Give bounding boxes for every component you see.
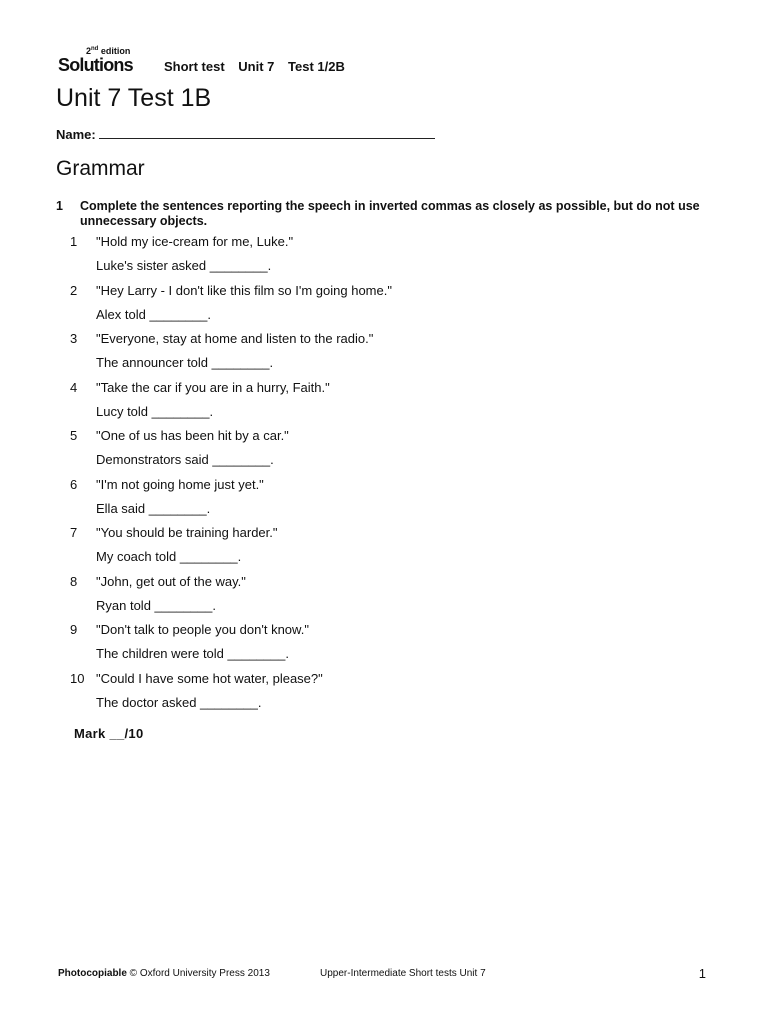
- item-report: The announcer told ________.: [96, 355, 274, 370]
- name-field: [56, 126, 435, 142]
- item-quote: "Hey Larry - I don't like this film so I'm going home.": [96, 282, 392, 298]
- header-short-test: Short test: [164, 59, 225, 74]
- item-report: Ryan told ________.: [96, 597, 216, 613]
- footer-photocopiable: Photocopiable: [58, 968, 127, 979]
- logo-wordmark: Solutions: [58, 55, 133, 75]
- solutions-logo: [58, 44, 148, 76]
- header-meta: [164, 59, 355, 74]
- page-number: 1: [698, 966, 706, 981]
- exercise-item: [70, 331, 710, 380]
- item-report: Demonstrators said ________.: [96, 452, 274, 467]
- item-number: 6: [70, 476, 78, 492]
- item-number: 4: [70, 379, 78, 395]
- header-test: Test 1/2B: [288, 59, 345, 74]
- item-quote: "Everyone, stay at home and listen to the radio.": [96, 331, 374, 346]
- exercise-items: [70, 234, 710, 719]
- exercise-item: [70, 671, 710, 720]
- item-report: Alex told ________.: [96, 306, 211, 322]
- mark-score: Mark __/10: [74, 726, 144, 741]
- header-unit: Unit 7: [238, 59, 275, 74]
- name-label: Name:: [56, 127, 96, 142]
- item-quote: "Take the car if you are in a hurry, Faith.": [96, 379, 330, 395]
- exercise-item: [70, 428, 710, 477]
- exercise-item: [70, 574, 710, 623]
- item-quote: "Could I have some hot water, please?": [96, 670, 323, 686]
- item-quote: "You should be training harder.": [96, 525, 278, 540]
- exercise-item: [70, 234, 710, 283]
- item-number: 2: [70, 282, 78, 298]
- exercise-item: [70, 283, 710, 332]
- exercise-item: [70, 477, 710, 526]
- exercise-instructions: Complete the sentences reporting the speech in inverted commas as closely as possible, but do not use unnecessary objects.: [80, 199, 700, 228]
- item-report: My coach told ________.: [96, 549, 242, 564]
- item-report: Luke's sister asked ________.: [96, 258, 272, 273]
- item-quote: "One of us has been hit by a car.": [96, 428, 289, 443]
- item-quote: "John, get out of the way.": [96, 573, 246, 589]
- item-number: 10: [70, 670, 85, 686]
- exercise-number: 1: [56, 199, 63, 213]
- item-quote: "Hold my ice-cream for me, Luke.": [96, 234, 294, 249]
- item-number: 9: [70, 622, 78, 637]
- page-header: [58, 44, 708, 80]
- item-report: Lucy told ________.: [96, 403, 214, 419]
- exercise-item: [70, 622, 710, 671]
- item-number: 1: [70, 234, 78, 249]
- section-title: Grammar: [56, 157, 145, 180]
- footer-series: Upper-Intermediate Short tests Unit 7: [320, 968, 486, 979]
- item-number: 7: [70, 525, 78, 540]
- item-number: 5: [70, 428, 78, 443]
- exercise-item: [70, 525, 710, 574]
- item-quote: "I'm not going home just yet.": [96, 476, 264, 492]
- item-report: Ella said ________.: [96, 500, 211, 516]
- exercise-item: [70, 380, 710, 429]
- footer-copyright: [58, 968, 270, 979]
- name-blank: [99, 126, 435, 139]
- page-title: Unit 7 Test 1B: [56, 84, 212, 112]
- item-report: The children were told ________.: [96, 646, 289, 661]
- item-quote: "Don't talk to people you don't know.": [96, 622, 309, 637]
- item-report: The doctor asked ________.: [96, 694, 262, 710]
- page-footer: [58, 966, 708, 984]
- item-number: 8: [70, 573, 78, 589]
- item-number: 3: [70, 331, 78, 346]
- footer-copyright-text: © Oxford University Press 2013: [126, 968, 270, 979]
- logo-edition: 2nd edition: [86, 46, 131, 56]
